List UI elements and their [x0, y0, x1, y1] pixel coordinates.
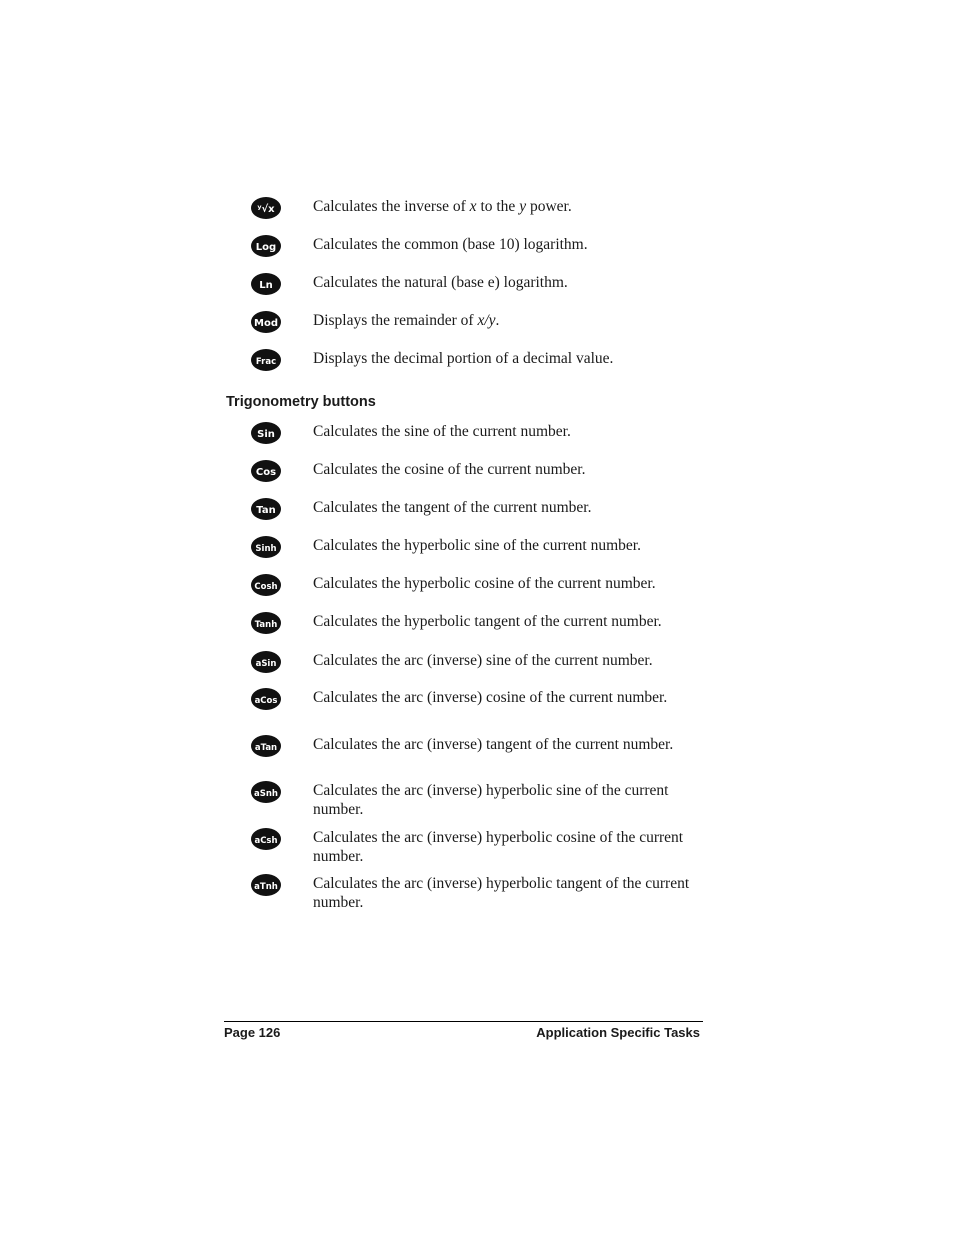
- acosh-icon: [250, 827, 282, 851]
- svg-text:Ln: Ln: [259, 280, 273, 291]
- tanh-icon: [250, 611, 282, 635]
- asin-icon: [250, 650, 282, 674]
- button-description: Calculates the sine of the current number.: [313, 423, 571, 440]
- description-text: to the: [476, 198, 520, 215]
- acos-icon: [250, 687, 282, 711]
- button-description: Calculates the arc (inverse) tangent of the current number.: [313, 736, 674, 753]
- svg-text:Mod: Mod: [254, 318, 278, 329]
- math-variable: y: [519, 198, 527, 215]
- svg-text:Cos: Cos: [255, 467, 277, 478]
- svg-text:Tanh: Tanh: [254, 620, 278, 630]
- chapter-title: Application Specific Tasks: [536, 1025, 700, 1040]
- ln-icon: [250, 272, 282, 296]
- description-text: Displays the remainder of: [313, 312, 478, 329]
- button-description: Calculates the hyperbolic tangent of the current number.: [313, 613, 662, 630]
- description-text: power.: [526, 198, 572, 215]
- svg-text:aTnh: aTnh: [254, 882, 278, 892]
- svg-text:Frac: Frac: [255, 357, 277, 367]
- page-number: Page 126: [224, 1025, 281, 1040]
- button-description: [313, 235, 705, 254]
- svg-text:aSin: aSin: [255, 659, 277, 669]
- section-heading: Trigonometry buttons: [226, 394, 376, 410]
- button-description: Calculates the arc (inverse) hyperbolic sine of the current number.: [313, 782, 669, 818]
- button-description: Calculates the arc (inverse) cosine of the current number.: [313, 689, 668, 706]
- button-description: Calculates the hyperbolic cosine of the current number.: [313, 575, 656, 592]
- description-text: Calculates the natural (base e) logarithm.: [313, 274, 568, 291]
- button-description: Calculates the arc (inverse) sine of the current number.: [313, 652, 653, 669]
- svg-text:Log: Log: [255, 242, 277, 253]
- svg-text:aSnh: aSnh: [254, 789, 278, 799]
- frac-icon: [250, 348, 282, 372]
- asinh-icon: [250, 780, 282, 804]
- svg-text:ʸ√x: ʸ√x: [257, 204, 275, 215]
- description-text: Calculates the common (base 10) logarithm.: [313, 236, 588, 253]
- sin-icon: [250, 421, 282, 445]
- button-description: [313, 349, 705, 368]
- footer-rule: [224, 1021, 703, 1022]
- button-description: [313, 273, 705, 292]
- button-description: Calculates the tangent of the current number.: [313, 499, 592, 516]
- button-description: [313, 197, 705, 216]
- atan-icon: [250, 734, 282, 758]
- button-description: Calculates the cosine of the current number.: [313, 461, 586, 478]
- cosh-icon: [250, 573, 282, 597]
- svg-text:Sinh: Sinh: [255, 544, 277, 554]
- sinh-icon: [250, 535, 282, 559]
- button-description: Calculates the hyperbolic sine of the current number.: [313, 537, 641, 554]
- description-text: Calculates the inverse of: [313, 198, 470, 215]
- mod-icon: [250, 310, 282, 334]
- button-description: Calculates the arc (inverse) hyperbolic cosine of the current number.: [313, 829, 684, 865]
- svg-text:Tan: Tan: [256, 505, 276, 516]
- svg-text:Sin: Sin: [257, 429, 275, 440]
- cos-icon: [250, 459, 282, 483]
- inverse-root-icon: [250, 196, 282, 220]
- svg-text:Cosh: Cosh: [254, 582, 278, 592]
- atanh-icon: [250, 873, 282, 897]
- button-description: Calculates the arc (inverse) hyperbolic tangent of the current number.: [313, 875, 690, 911]
- description-text: Displays the decimal portion of a decimal value.: [313, 350, 614, 367]
- button-description: [313, 311, 705, 330]
- math-variable: x: [469, 198, 477, 215]
- description-text: .: [495, 312, 500, 329]
- log-icon: [250, 234, 282, 258]
- svg-text:aTan: aTan: [254, 743, 278, 753]
- tan-icon: [250, 497, 282, 521]
- svg-text:aCsh: aCsh: [254, 836, 278, 846]
- math-variable: x/y: [477, 312, 496, 329]
- svg-text:aCos: aCos: [254, 696, 278, 706]
